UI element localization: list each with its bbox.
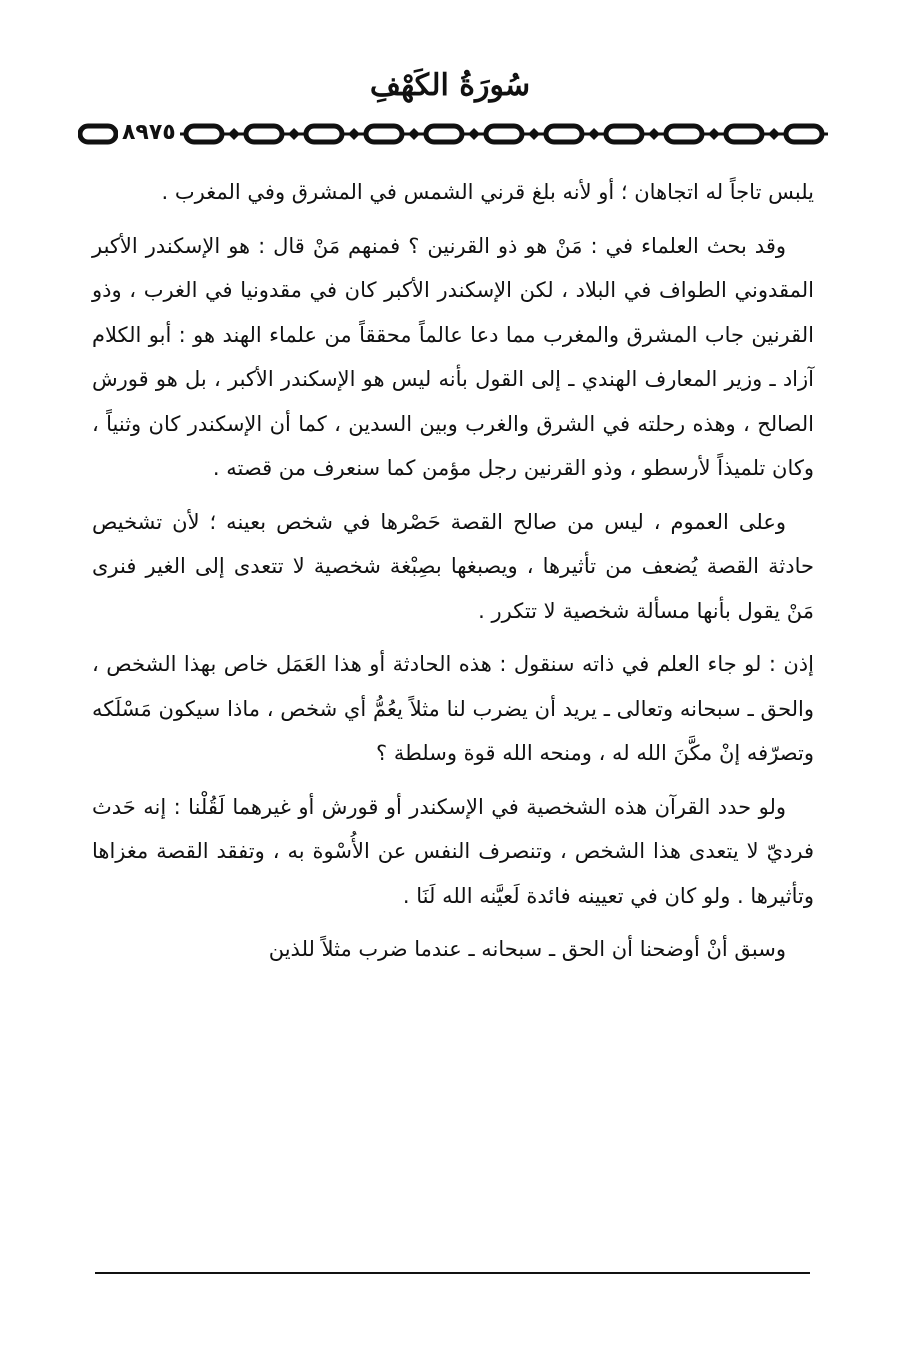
paragraph-2: وقد بحث العلماء في : مَنْ هو ذو القرنين ؟ فمنهم مَنْ قال : هو الإسكندر الأكبر المقدوني الطواف في البلاد ، لكن الإسكندر الأكبر كان في مقدونيا في الغرب ، وذو القرنين جاب المشرق والمغرب مما دعا عالماً محققاً من علماء الهند هو : أبو الكلام آزاد ـ وزير المعارف الهندي ـ إلى القول بأنه ليس هو الإسكندر الأكبر ، بل هو قورش الصالح ، وهذه رحلته في الشرق والغرب وبين السدين ، كما أن الإسكندر كان وثنياً ، وكان تلميذاً لأرسطو ، وذو القرنين رجل مؤمن كما سنعرف من قصته . — [92, 233, 814, 480]
body-text — [92, 170, 814, 981]
paragraph-1: يلبس تاجاً له اتجاهان ؛ أو لأنه بلغ قرني الشمس في المشرق وفي المغرب . — [161, 180, 814, 204]
page-number: ٨٩٧٥ — [118, 118, 180, 148]
paragraph-3: وعلى العموم ، ليس من صالح القصة حَصْرها في شخص بعينه ؛ لأن تشخيص حادثة القصة يُضعف من تأثيرها ، ويصبغها بصِبْغة شخصية لا تتعدى إلى الغير فنرى مَنْ يقول بأنها مسألة شخصية لا تتكرر . — [92, 509, 814, 623]
ornament-links-group — [80, 126, 822, 142]
footer-divider — [95, 1272, 810, 1274]
paragraph-4: إذن : لو جاء العلم في ذاته سنقول : هذه الحادثة أو هذا العَمَل خاص بهذا الشخص ، والحق ـ سبحانه وتعالى ـ يريد أن يضرب لنا مثلاً يعُمُّ أي شخص ، ماذا سيكون مَسْلَكه وتصرّفه إنْ مكَّنَ الله له ، ومنحه الله قوة وسلطة ؟ — [92, 652, 814, 765]
paragraph-5: ولو حدد القرآن هذه الشخصية في الإسكندر أو قورش أو غيرهما لَقُلْنا : إنه حَدث فرديّ لا يتعدى هذا الشخص ، وتنصرف النفس عن الأُسْوة به ، وتفقد القصة مغزاها وتأثيرها . ولو كان في تعيينه فائدة لَعيَّنه الله لَنَا . — [92, 794, 814, 908]
surah-title: سُورَةُ الكَهْفِ — [369, 68, 531, 103]
paragraph-6: وسبق أنْ أوضحنا أن الحق ـ سبحانه ـ عندما ضرب مثلاً للذين — [268, 937, 786, 961]
header-ornament-band — [78, 118, 828, 152]
